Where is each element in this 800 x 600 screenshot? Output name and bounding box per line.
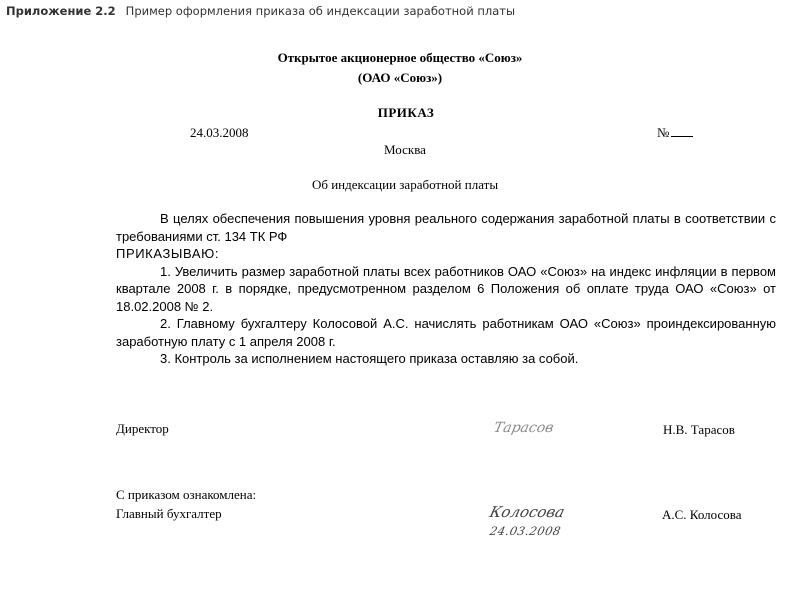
document-city: Москва [384,142,426,157]
director-signature: Тарасов [492,420,556,436]
order-item-1: 1. Увеличить размер заработной платы всех работников ОАО «Союз» на индекс инфляции в первом квартале 2008 г. в порядке, предусмотренном разделом 6 Положения об оплате труда ОАО «Союз» от 18.02.2008 № 2. [116,263,776,314]
order-item-2: 2. Главному бухгалтеру Колосовой А.С. начислять работникам ОАО «Союз» проиндексированную заработную плату с 1 апреля 2008 г. [116,316,776,349]
accountant-label: Главный бухгалтер [116,506,222,521]
organization-name: Открытое акционерное общество «Союз» [277,50,523,65]
number-blank [671,126,693,137]
order-item-3: 3. Контроль за исполнением настоящего приказа оставляю за собой. [160,351,579,366]
appendix-title: Пример оформления приказа об индексации заработной платы [125,4,516,18]
preamble: В целях обеспечения повышения уровня реального содержания заработной платы в соответствии с требованиями ст. 134 ТК РФ [116,211,776,244]
director-label: Директор [116,421,169,436]
document-title: ПРИКАЗ [377,105,435,120]
organization-short-name: (ОАО «Союз») [357,70,443,85]
accountant-sign-date: 24.03.2008 [488,524,563,538]
number-label: № [657,125,670,140]
familiarized-label: С приказом ознакомлена: [116,487,257,502]
accountant-name: А.С. Колосова [662,507,742,522]
orders-label: ПРИКАЗЫВАЮ: [116,246,220,261]
director-name: Н.В. Тарасов [663,422,735,437]
document-number [657,125,693,141]
accountant-signature: Колосова [487,503,567,521]
document-date: 24.03.2008 [190,125,249,140]
appendix-caption [6,4,515,18]
document-subject: Об индексации заработной платы [311,177,499,192]
order-body [116,210,776,368]
appendix-number: Приложение 2.2 [6,4,116,18]
